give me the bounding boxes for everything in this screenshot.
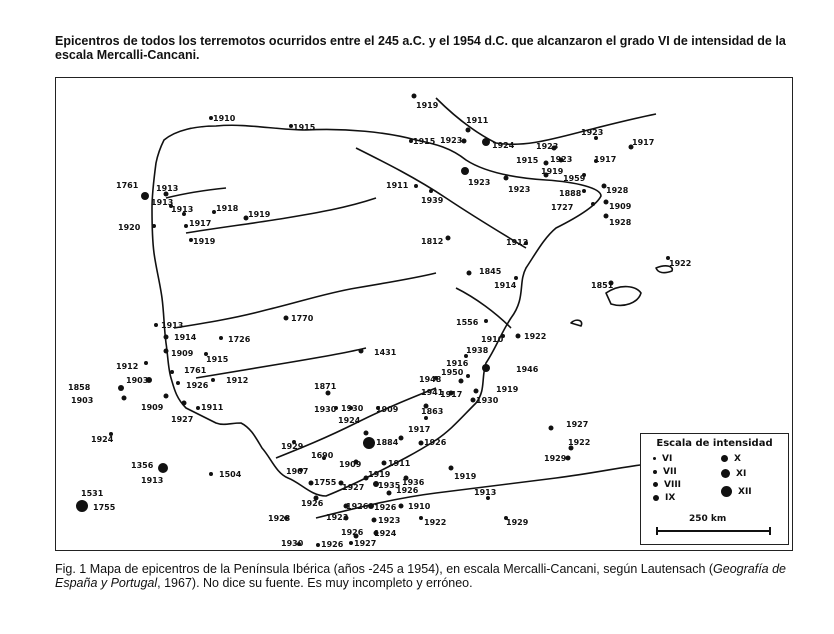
- epicenter-label: 1927: [354, 539, 377, 548]
- epicenter-dot: [209, 472, 213, 476]
- epicenter-label: 1927: [171, 415, 194, 424]
- epicenter-dot: [399, 436, 404, 441]
- epicenter-dot: [449, 466, 454, 471]
- epicenter-label: 1761: [116, 181, 139, 190]
- epicenter-label: 1871: [314, 382, 337, 391]
- epicenter-label: 1930: [281, 539, 304, 548]
- epicenter-label: 1690: [311, 451, 334, 460]
- epicenter-label: 1916: [446, 359, 469, 368]
- epicenter-label: 1755: [93, 503, 116, 512]
- epicenter-label: 1914: [494, 281, 517, 290]
- epicenter-dot: [141, 192, 149, 200]
- epicenter-dot: [504, 176, 509, 181]
- epicenter-label: 1922: [669, 259, 692, 268]
- epicenter-dots: [68, 94, 691, 550]
- epicenter-label: 1911: [386, 181, 409, 190]
- legend-item-ix: IX: [653, 493, 675, 503]
- epicenter-label: 1938: [466, 346, 489, 355]
- epicenter-label: 1928: [609, 218, 632, 227]
- epicenter-label: 1936: [402, 478, 425, 487]
- epicenter-dot: [482, 138, 490, 146]
- epicenter-label: 1922: [524, 332, 547, 341]
- epicenter-label: 1851: [591, 281, 614, 290]
- epicenter-dot: [196, 406, 200, 410]
- epicenter-dot: [466, 128, 471, 133]
- epicenter-dot: [419, 441, 424, 446]
- epicenter-dot: [76, 500, 88, 512]
- figure-caption: [55, 562, 795, 590]
- epicenter-dot: [176, 381, 180, 385]
- epicenter-label: 1911: [388, 459, 411, 468]
- epicenter-dot: [474, 389, 479, 394]
- epicenter-label: 1941: [421, 388, 444, 397]
- epicenter-dot: [461, 167, 469, 175]
- epicenter-label: 1910: [481, 335, 504, 344]
- epicenter-label: 1911: [201, 403, 224, 412]
- epicenter-label: 1919: [454, 472, 477, 481]
- epicenter-dot: [182, 401, 187, 406]
- epicenter-label: 1950: [441, 368, 464, 377]
- epicenter-label: 1924: [338, 416, 361, 425]
- epicenter-label: 1926: [374, 503, 397, 512]
- epicenter-dot: [467, 271, 472, 276]
- epicenter-label: 1915: [413, 137, 436, 146]
- map-area: [55, 77, 793, 551]
- epicenter-label: 1531: [81, 489, 104, 498]
- epicenter-label: 1917: [632, 138, 655, 147]
- epicenter-label: 1504: [219, 470, 242, 479]
- epicenter-label: 1926: [301, 499, 324, 508]
- epicenter-label: 1926: [321, 540, 344, 549]
- epicenter-dot: [219, 336, 223, 340]
- epicenter-dot: [424, 416, 428, 420]
- epicenter-dot: [466, 374, 470, 378]
- epicenter-label: 1910: [408, 502, 431, 511]
- epicenter-dot: [582, 189, 586, 193]
- epicenter-label: 1939: [421, 196, 444, 205]
- epicenter-dot: [516, 334, 521, 339]
- epicenter-dot: [446, 236, 451, 241]
- epicenter-dot: [326, 391, 331, 396]
- epicenter-label: 1929: [506, 518, 529, 527]
- epicenter-label: 1924: [492, 141, 515, 150]
- epicenter-dot: [372, 518, 377, 523]
- epicenter-label: 1912: [226, 376, 249, 385]
- epicenter-label: 1926: [186, 381, 209, 390]
- epicenter-dot: [164, 394, 169, 399]
- epicenter-label: 1928: [606, 186, 629, 195]
- epicenter-label: 1923: [536, 142, 559, 151]
- epicenter-label: 1909: [609, 202, 632, 211]
- epicenter-label: 1770: [291, 314, 314, 323]
- epicenter-dot: [164, 349, 169, 354]
- epicenter-label: 1727: [551, 203, 574, 212]
- epicenter-label: 1917: [189, 219, 212, 228]
- epicenter-dot: [364, 431, 369, 436]
- epicenter-label: 1913: [171, 205, 194, 214]
- epicenter-label: 1923: [378, 516, 401, 525]
- epicenter-label: 1755: [314, 478, 337, 487]
- epicenter-label: 1915: [206, 355, 229, 364]
- legend-item-viii: VIII: [653, 480, 681, 490]
- epicenter-label: 1909: [376, 405, 399, 414]
- epicenter-label: 1935: [378, 481, 401, 490]
- legend-item-vii: VII: [653, 467, 677, 477]
- epicenter-label: 1726: [228, 335, 251, 344]
- epicenter-dot: [544, 161, 549, 166]
- epicenter-dot: [429, 189, 433, 193]
- epicenter-label: 1924: [91, 435, 114, 444]
- epicenter-label: 1917: [594, 155, 617, 164]
- epicenter-label: 1356: [131, 461, 154, 470]
- epicenter-dot: [170, 370, 174, 374]
- epicenter-label: 1917: [408, 425, 431, 434]
- epicenter-dot: [549, 426, 554, 431]
- epicenter-label: 1845: [479, 267, 502, 276]
- epicenter-label: 1923: [508, 185, 531, 194]
- epicenter-label: 1919: [248, 210, 271, 219]
- epicenter-dot: [387, 491, 392, 496]
- epicenter-label: 1924: [374, 529, 397, 538]
- caption-book-title: Geografía de España y Portugal: [55, 562, 786, 590]
- epicenter-label: 1923: [581, 128, 604, 137]
- epicenter-label: 1923: [550, 155, 573, 164]
- epicenter-label: 1812: [421, 237, 444, 246]
- epicenter-label: 1909: [171, 349, 194, 358]
- epicenter-dot: [471, 398, 476, 403]
- epicenter-label: 1913: [474, 488, 497, 497]
- legend-item-xi: XI: [721, 469, 746, 479]
- epicenter-label: 1930: [476, 396, 499, 405]
- epicenter-label: 1913: [161, 321, 184, 330]
- epicenter-label: 1919: [541, 167, 564, 176]
- epicenter-label: 1926: [396, 486, 419, 495]
- epicenter-label: 1930: [341, 404, 364, 413]
- epicenter-dot: [284, 316, 289, 321]
- epicenter-dot: [152, 224, 156, 228]
- ibiza: [571, 320, 582, 326]
- epicenter-dot: [359, 349, 364, 354]
- epicenter-label: 1913: [156, 184, 179, 193]
- caption-text: Fig. 1 Mapa de epicentros de la Península Ibérica (años -245 a 1954), en escala Mercalli-Cancani, según Lautensach (: [55, 562, 714, 576]
- epicenter-label: 1927: [342, 483, 365, 492]
- epicenter-label: 1911: [466, 116, 489, 125]
- epicenter-label: 1923: [468, 178, 491, 187]
- epicenter-label: 1917: [440, 390, 463, 399]
- epicenter-label: 1884: [376, 438, 399, 447]
- epicenter-label: 1927: [566, 420, 589, 429]
- epicenter-dot: [122, 396, 127, 401]
- epicenter-dot: [484, 319, 488, 323]
- map-title: Epicentros de todos los terremotos ocurridos entre el 245 a.C. y el 1954 d.C. que alcanzaron el grado VI de intensidad de la escala Mercalli-Cancani.: [55, 34, 786, 62]
- epicenter-label: 1922: [424, 518, 447, 527]
- epicenter-dot: [604, 200, 609, 205]
- epicenter-dot: [482, 364, 490, 372]
- legend-title: Escala de intensidad: [656, 438, 773, 449]
- epicenter-label: 1909: [339, 460, 362, 469]
- legend-item-vi: VI: [653, 454, 672, 464]
- epicenter-label: 1888: [559, 189, 582, 198]
- epicenter-dot: [459, 379, 464, 384]
- epicenter-dot: [316, 543, 320, 547]
- epicenter-dot: [184, 224, 188, 228]
- epicenter-label: 1903: [71, 396, 94, 405]
- epicenter-dot: [382, 461, 387, 466]
- epicenter-label: 1918: [216, 204, 239, 213]
- scale-bar: [656, 530, 771, 532]
- epicenter-label: 1919: [416, 101, 439, 110]
- epicenter-label: 1914: [174, 333, 197, 342]
- epicenter-label: 1912: [506, 238, 529, 247]
- epicenter-label: 1919: [368, 470, 391, 479]
- epicenter-dot: [118, 385, 124, 391]
- epicenter-dot: [604, 214, 609, 219]
- epicenter-dot: [211, 378, 215, 382]
- epicenter-label: 1923: [268, 514, 291, 523]
- epicenter-dot: [414, 184, 418, 188]
- epicenter-label: 1923: [440, 136, 463, 145]
- epicenter-label: 1959: [563, 174, 586, 183]
- epicenter-label: 1915: [293, 123, 316, 132]
- legend-item-xii: XII: [721, 486, 752, 497]
- epicenter-dot: [144, 361, 148, 365]
- epicenter-label: 1923: [326, 513, 349, 522]
- epicenter-dot: [514, 276, 518, 280]
- epicenter-dot: [164, 335, 169, 340]
- epicenter-label: 1919: [193, 237, 216, 246]
- epicenter-label: 1929: [544, 454, 567, 463]
- epicenter-label: 1431: [374, 348, 397, 357]
- epicenter-dot: [158, 463, 168, 473]
- epicenter-label: 1930: [314, 405, 337, 414]
- epicenter-label: 1915: [516, 156, 539, 165]
- epicenter-label: 1946: [516, 365, 539, 374]
- epicenter-label: 1913: [151, 198, 174, 207]
- epicenter-label: 1913: [141, 476, 164, 485]
- epicenter-label: 1929: [281, 442, 304, 451]
- epicenter-label: 1926: [424, 438, 447, 447]
- epicenter-label: 1926: [341, 528, 364, 537]
- epicenter-dot: [591, 202, 595, 206]
- epicenter-label: 1863: [421, 407, 444, 416]
- epicenter-label: 1919: [496, 385, 519, 394]
- epicenter-dot: [154, 323, 158, 327]
- river-duero: [186, 198, 376, 233]
- legend-item-x: X: [721, 454, 741, 464]
- epicenter-dot: [419, 516, 423, 520]
- epicenter-dot: [349, 541, 353, 545]
- epicenter-dot: [309, 481, 314, 486]
- epicenter-label: 1948: [419, 375, 442, 384]
- epicenter-label: 1909: [141, 403, 164, 412]
- epicenter-label: 1907: [286, 467, 309, 476]
- epicenter-label: 1910: [213, 114, 236, 123]
- epicenter-label: 1920: [118, 223, 141, 232]
- epicenter-label: 1926: [346, 502, 369, 511]
- epicenter-label: 1761: [184, 366, 207, 375]
- epicenter-label: 1912: [116, 362, 139, 371]
- epicenter-dot: [399, 504, 404, 509]
- scale-label: 250 km: [689, 514, 727, 524]
- epicenter-dot: [363, 437, 375, 449]
- caption-text-end: , 1967). No dice su fuente. Es muy incompleto y erróneo.: [157, 576, 473, 590]
- intensity-legend: [640, 433, 789, 545]
- epicenter-label: 1922: [568, 438, 591, 447]
- epicenter-label: 1858: [68, 383, 91, 392]
- epicenter-label: 1556: [456, 318, 479, 327]
- epicenter-dot: [412, 94, 417, 99]
- epicenter-label: 1903: [126, 376, 149, 385]
